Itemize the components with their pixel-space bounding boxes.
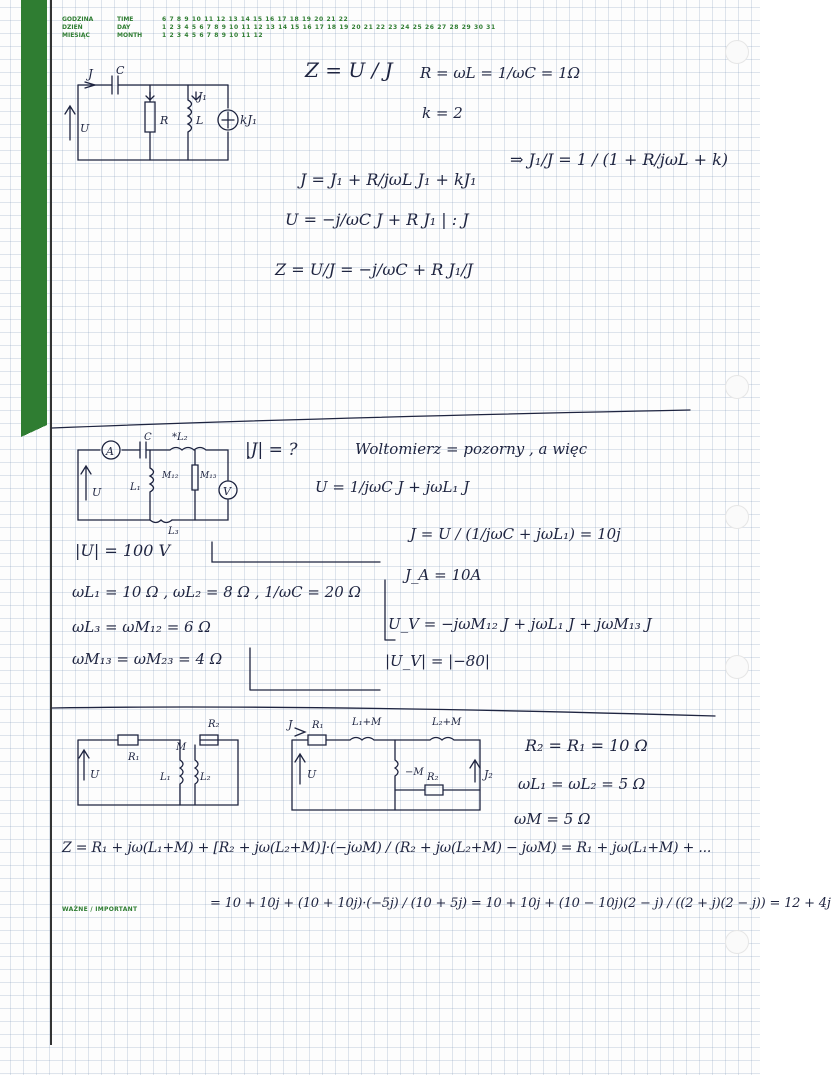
label-r2: R₂ [208,719,220,730]
label-ammeter: A [106,445,114,458]
header-numbers: 1 2 3 4 5 6 7 8 9 10 11 12 13 14 15 16 17 18 19 20 21 22 23 24 25 26 27 28 29 30 31 [162,24,496,31]
eq-impedance-def: Z = U / J [305,58,393,82]
eq-voltmeter-abs: |U_V| = |−80| [385,652,490,670]
label-capacitor-c: C [144,432,152,443]
label-r1: R₁ [128,752,140,763]
eq-current-j: J = U / (1/jωC + jωL₁) = 10j [410,525,621,543]
header-numbers: 1 2 3 4 5 6 7 8 9 10 11 12 [162,32,264,39]
label-l1: L₁ [160,772,171,783]
given-l-values: ωL₁ = ωL₂ = 5 Ω [518,775,646,793]
label-current-j: J [88,67,93,81]
given-l3-m12: ωL₃ = ωM₁₂ = 6 Ω [72,618,211,636]
label-l2: L₂ [200,772,211,783]
label-voltmeter: V [223,485,231,498]
label-source-kj1: kJ₁ [240,113,257,127]
label-voltage-u: U [80,122,90,135]
header-label-pl: DZIEŃ [62,24,83,31]
label-r1-c2: R₁ [312,720,324,731]
eq-current-abs: J_A = 10A [405,566,482,584]
label-source-u: U [92,486,102,499]
label-l2: *L₂ [172,432,188,443]
eq-voltage: U = −j/ωC J + R J₁ | : J [285,210,469,229]
eq-impedance-result: = 10 + 10j + (10 + 10j)·(−5j) / (10 + 5j) = 10 + 10j + (10 − 10j)(2 − j) / ((2 + j)(2 − j)) = 12 + 4j [210,896,831,911]
given-m-value: ωM = 5 Ω [514,810,591,828]
label-r2-c2: R₂ [427,772,439,783]
important-label: WAŻNE / IMPORTANT [62,906,138,913]
label-l2-plus-m: L₂+M [432,717,462,728]
header-label-pl: GODZINA [62,16,94,23]
eq-current-sum: J = J₁ + R/jωL J₁ + kJ₁ [300,170,477,189]
label-u-c2: U [307,768,317,781]
label-resistor-r: R [160,114,169,127]
given-reactances: ωL₁ = 10 Ω , ωL₂ = 8 Ω , 1/ωC = 20 Ω [72,583,361,601]
eq-r-value: R = ωL = 1/ωC = 1Ω [420,64,581,82]
label-l1: L₁ [130,482,141,493]
label-l1-plus-m: L₁+M [352,717,382,728]
header-numbers: 6 7 8 9 10 11 12 13 14 15 16 17 18 19 20 21 22 [162,16,349,23]
note-voltmeter: Woltomierz = pozorny , a więc [355,440,588,458]
eq-current-ratio: ⇒ J₁/J = 1 / (1 + R/jωL + k) [510,150,729,169]
eq-voltage-u: U = 1/jωC J + jωL₁ J [315,478,470,496]
label-neg-m: −M [405,767,424,778]
label-j: J [288,718,293,731]
header-label-en: MONTH [117,32,143,39]
label-inductor-l: L [196,114,204,127]
given-r-values: R₂ = R₁ = 10 Ω [525,736,648,755]
eq-total-impedance: Z = R₁ + jω(L₁+M) + [R₂ + jω(L₂+M)]·(−jωM) / (R₂ + jω(L₂+M) − jωM) = R₁ + jω(L₁+M) + ... [62,840,712,856]
label-capacitor-c: C [116,64,125,77]
label-m12: M₁₂ [162,471,179,481]
eq-j-abs-question: |J| = ? [245,440,298,460]
label-l3: L₃ [168,526,179,537]
eq-k-value: k = 2 [422,104,463,122]
label-m: M [176,742,187,753]
label-j2: J₂ [484,768,493,781]
eq-impedance-result: Z = U/J = −j/ωC + R J₁/J [275,260,473,279]
header-label-en: DAY [117,24,131,31]
label-m13: M₁₃ [200,471,217,481]
eq-voltmeter-u: U_V = −jωM₁₂ J + jωL₁ J + jωM₁₃ J [388,615,652,633]
label-u: U [90,768,100,781]
header-label-pl: MIESIĄC [62,32,90,39]
label-current-j1: J₁ [198,90,207,103]
given-u: |U| = 100 V [75,541,171,560]
header-label-en: TIME [117,16,134,23]
given-m13-m23: ωM₁₃ = ωM₂₃ = 4 Ω [72,650,223,668]
